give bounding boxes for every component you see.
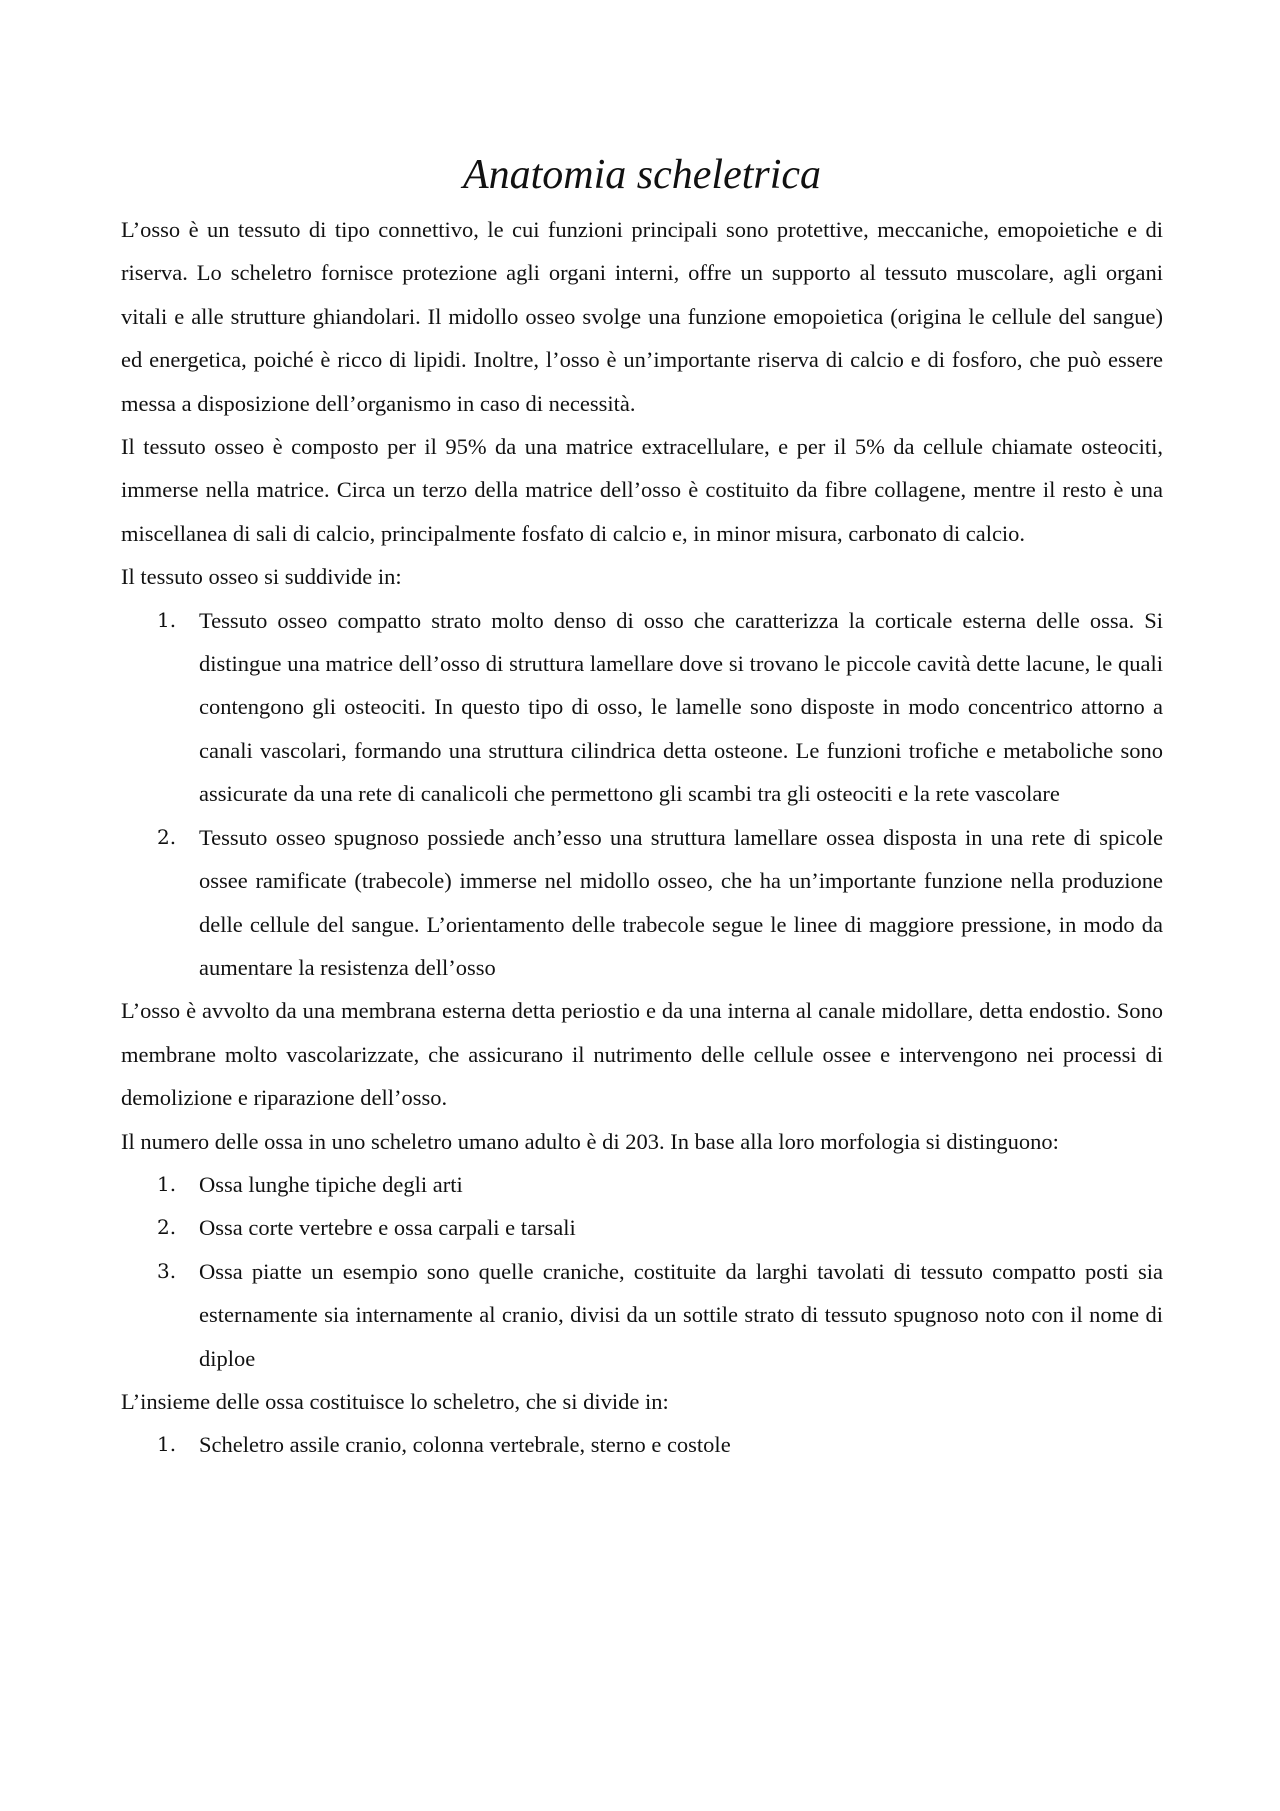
list-item bbox=[121, 816, 1163, 990]
list-term: Ossa piatte bbox=[199, 1258, 302, 1284]
tissue-types-list bbox=[121, 599, 1163, 990]
list-number: 2. bbox=[157, 1215, 177, 1240]
list-item bbox=[121, 1250, 1163, 1380]
list-number: 1. bbox=[157, 1171, 177, 1196]
list-text: vertebre e ossa carpali e tarsali bbox=[293, 1215, 576, 1241]
list-item bbox=[121, 1163, 1163, 1206]
list-term: Scheletro assile bbox=[199, 1432, 340, 1458]
page-title: Anatomia scheletrica bbox=[462, 152, 822, 198]
count-intro: Il numero delle ossa in uno scheletro umano adulto è di 203. In base alla loro morfologia si distinguono: bbox=[121, 1128, 1059, 1154]
composition-paragraph: Il tessuto osseo è composto per il 95% da una matrice extracellulare, e per il 5% da cellule chiamate osteociti, immerse nella matrice. Circa un terzo della matrice dell’osso è costituito da fibre collagene, mentre il resto è una miscellanea di sali di calcio, principalmente fosfato di calcio e, in minor misura, carbonato di calcio. bbox=[121, 434, 1163, 546]
list-number: 2. bbox=[157, 824, 177, 849]
list-text: tipiche degli arti bbox=[309, 1171, 463, 1197]
list-number: 1. bbox=[157, 607, 177, 632]
list-text: un esempio sono quelle craniche, costituite da larghi tavolati di tessuto compatto posti sia esternamente sia internamente al cranio, divisi da un sottile strato di tessuto spugnoso noto con il nome di diploe bbox=[199, 1258, 1163, 1371]
list-text: strato molto denso di osso che caratterizza la corticale esterna delle ossa. Si distingue una matrice dell’osso di struttura lamellare dove si trovano le piccole cavità dette lacune, le quali contengono gli osteociti. In questo tipo di osso, le lamelle sono disposte in modo concentrico attorno a canali vascolari, formando una struttura cilindrica detta osteone. Le funzioni trofiche e metaboliche sono assicurate da una rete di canalicoli che permettono gli scambi tra gli osteociti e la rete vascolare bbox=[199, 607, 1163, 807]
list-item bbox=[121, 1423, 1163, 1466]
list-term: Ossa corte bbox=[199, 1215, 294, 1241]
list-text: cranio, colonna vertebrale, sterno e costole bbox=[339, 1432, 731, 1458]
list-term: Tessuto osseo compatto bbox=[199, 607, 422, 633]
intro-paragraph: L’osso è un tessuto di tipo connettivo, le cui funzioni principali sono protettive, meccaniche, emopoietiche e di riserva. Lo scheletro fornisce protezione agli organi interni, offre un supporto al tessuto muscolare, agli organi vitali e alle strutture ghiandolari. Il midollo osseo svolge una funzione emopoietica (origina le cellule del sangue) ed energetica, poiché è ricco di lipidi. Inoltre, l’osso è un’importante riserva di calcio e di fosforo, che può essere messa a disposizione dell’organismo in caso di necessità. bbox=[121, 217, 1163, 416]
list-term: Tessuto osseo spugnoso bbox=[199, 824, 419, 850]
membranes-paragraph: L’osso è avvolto da una membrana esterna detta periostio e da una interna al canale midollare, detta endostio. Sono membrane molto vascolarizzate, che assicurano il nutrimento delle cellule ossee e intervengono nei processi di demolizione e riparazione dell’osso. bbox=[121, 998, 1163, 1111]
list-item bbox=[121, 1206, 1163, 1249]
list-number: 1. bbox=[157, 1432, 177, 1457]
list-item bbox=[121, 599, 1163, 816]
skeleton-intro: L’insieme delle ossa costituisce lo scheletro, che si divide in: bbox=[121, 1388, 669, 1414]
document-body bbox=[121, 150, 1163, 1467]
bone-types-list bbox=[121, 1163, 1163, 1380]
list-term: Ossa lunghe bbox=[199, 1171, 310, 1197]
skeleton-parts-list bbox=[121, 1423, 1163, 1466]
subdivision-intro: Il tessuto osseo si suddivide in: bbox=[121, 564, 402, 590]
list-text: possiede anch’esso una struttura lamellare ossea disposta in una rete di spicole ossee ramificate (trabecole) immerse nel midollo osseo, che ha un’importante funzione nella produzione delle cellule del sangue. L’orientamento delle trabecole segue le linee di maggiore pressione, in modo da aumentare la resistenza dell’osso bbox=[199, 824, 1163, 980]
list-number: 3. bbox=[157, 1258, 177, 1283]
